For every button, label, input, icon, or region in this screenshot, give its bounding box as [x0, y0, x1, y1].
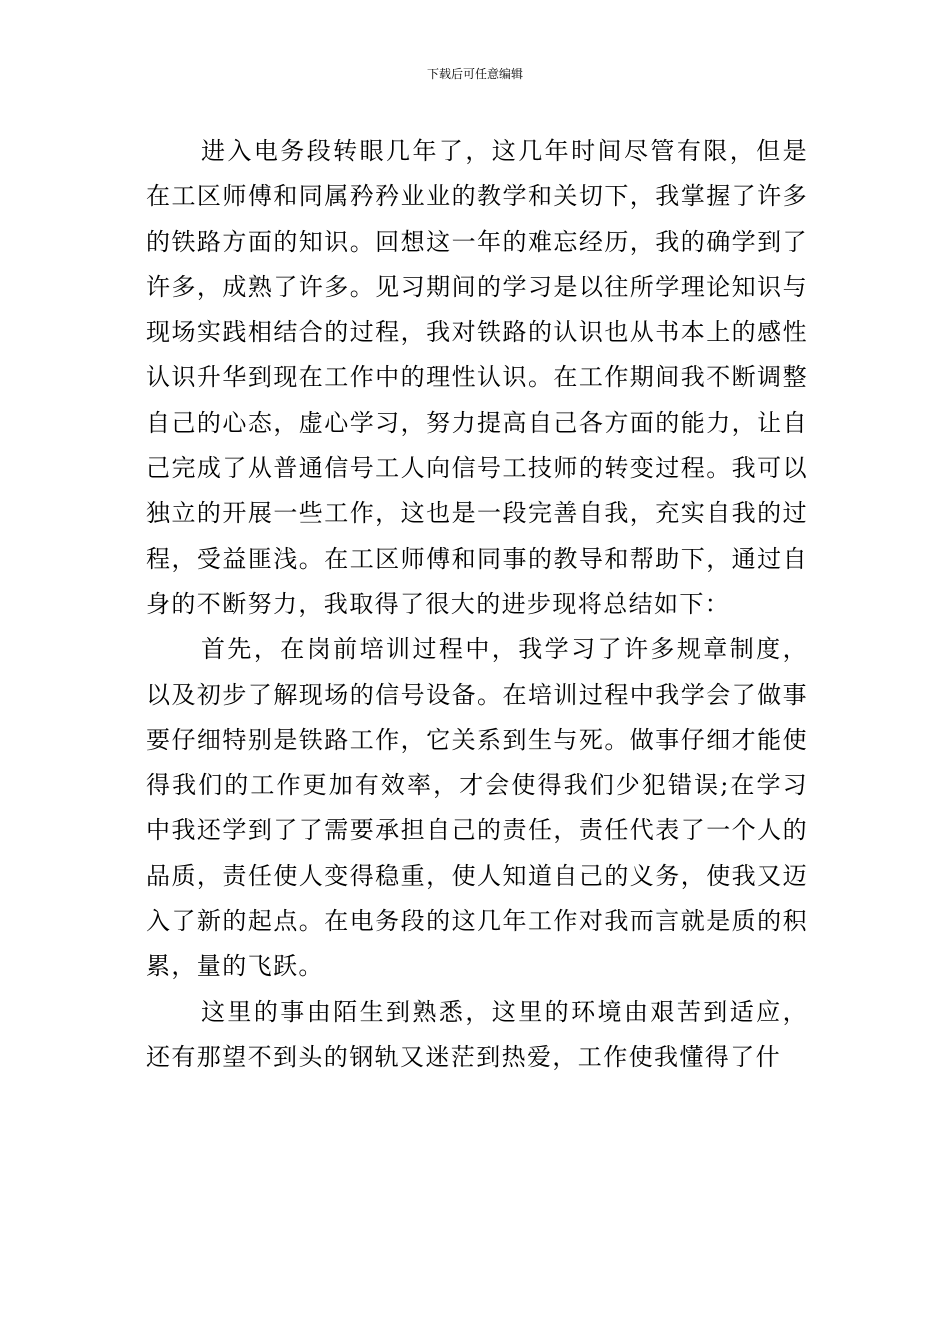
page-header: 下载后可任意编辑 [426, 67, 523, 81]
paragraph-1: 进入电务段转眼几年了，这几年时间尽管有限，但是在工区师傅和同属矜矜业业的教学和关切下，我掌握了许多的铁路方面的知识。回想这一年的难忘经历，我的确学到了许多，成熟了许多。见习期间的学习是以往所学理论知识与现场实践相结合的过程，我对铁路的认识也从书本上的感性认识升华到现在工作中的理性认识。在工作期间我不断调整自己的心态，虚心学习，努力提高自己各方面的能力，让自己完成了从普通信号工人向信号工技师的转变过程。我可以独立的开展一些工作，这也是一段完善自我，充实自我的过程，受益匪浅。在工区师傅和同事的教导和帮助下，通过自身的不断努力，我取得了很大的进步现将总结如下： [146, 137, 808, 618]
paragraph-3: 这里的事由陌生到熟悉，这里的环境由艰苦到适应，还有那望不到头的钢轨又迷茫到热爱，工作使我懂得了什 [146, 997, 808, 1071]
paragraph-2: 首先，在岗前培训过程中，我学习了许多规章制度，以及初步了解现场的信号设备。在培训过程中我学会了做事要仔细特别是铁路工作，它关系到生与死。做事仔细才能使得我们的工作更加有效率，才会使得我们少犯错误;在学习中我还学到了了需要承担自己的责任，责任代表了一个人的品质，责任使人变得稳重，使人知道自己的义务，使我又迈入了新的起点。在电务段的这几年工作对我而言就是质的积累，量的飞跃。 [146, 635, 808, 981]
document-body [146, 129, 808, 1080]
